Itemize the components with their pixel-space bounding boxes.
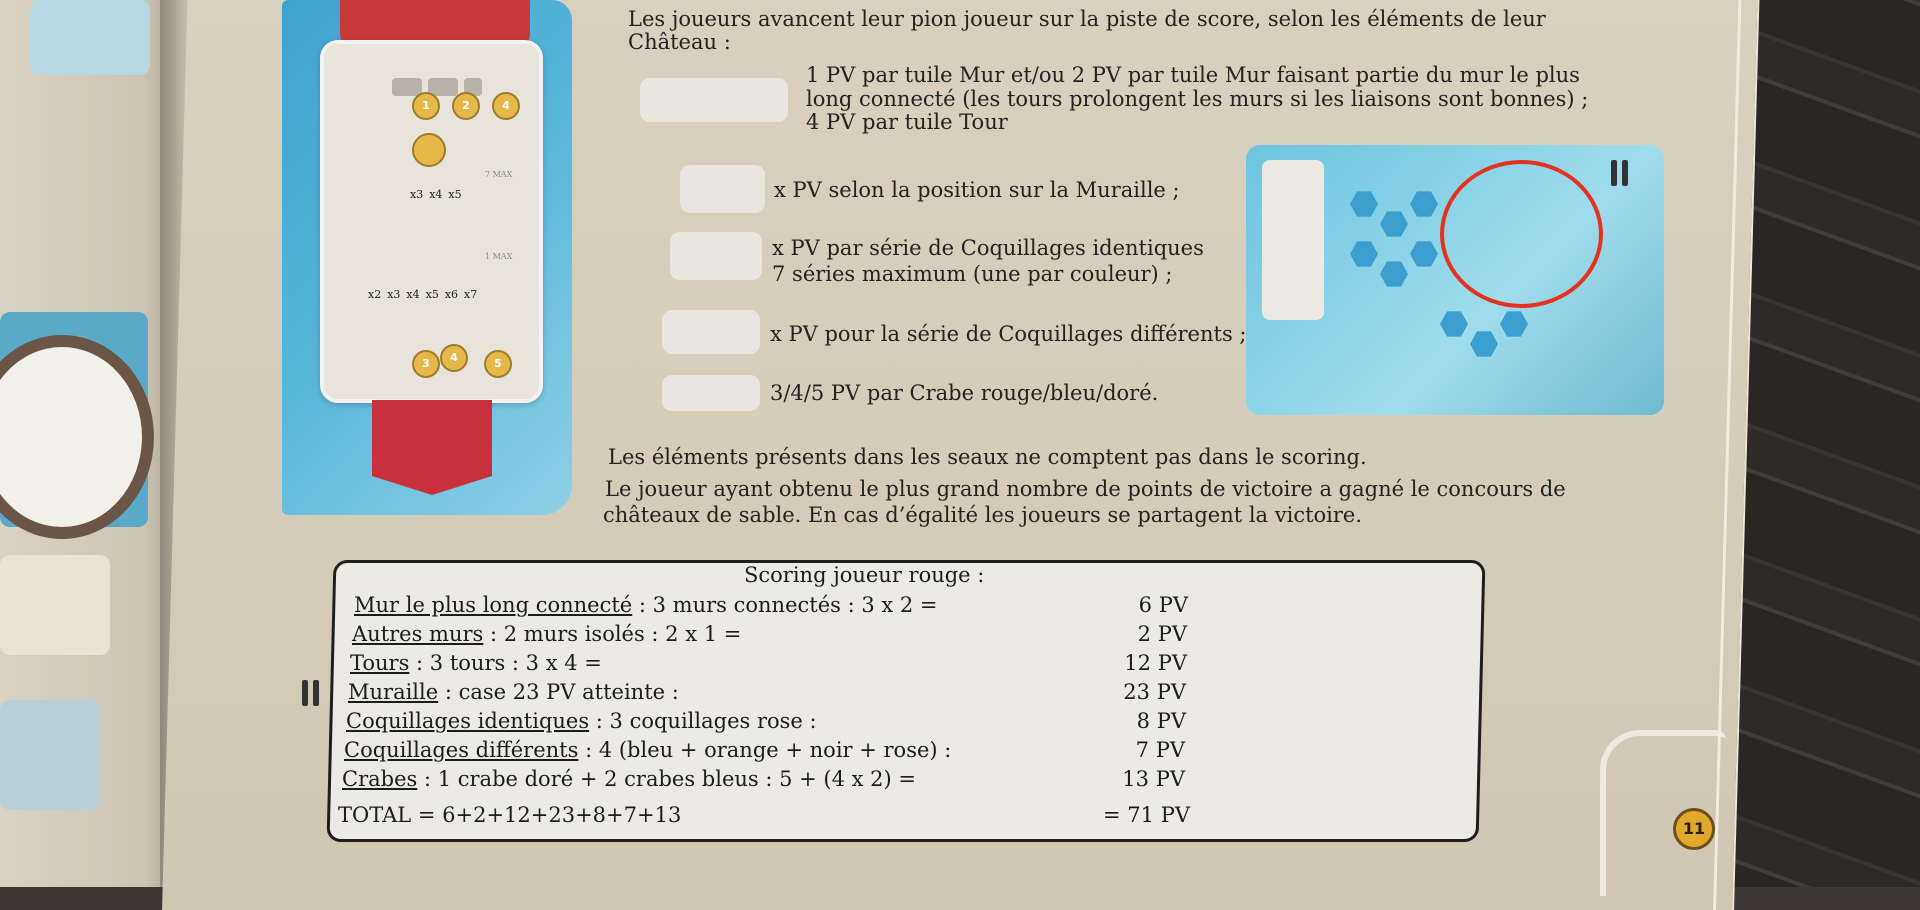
track-token: 2 xyxy=(452,92,480,120)
intro-line-2: Château : xyxy=(628,30,731,54)
rule-identical-shells-line-1: x PV par série de Coquillages identiques xyxy=(772,236,1204,260)
scoring-row xyxy=(348,679,679,706)
crab-token: 3 xyxy=(412,350,440,378)
multiplier-label: x3 xyxy=(387,288,401,301)
note-line-1: Les éléments présents dans les seaux ne comptent pas dans le scoring. xyxy=(608,445,1367,469)
scoring-row-points: 13 PV xyxy=(1122,767,1185,791)
scoring-row-detail: : 3 murs connectés : 3 x 2 = xyxy=(632,593,938,617)
multiplier-label: x7 xyxy=(464,288,478,301)
crab-token: 4 xyxy=(440,344,468,372)
scoring-row-label: Mur le plus long connecté xyxy=(354,593,633,617)
scoring-row-points: 7 PV xyxy=(1135,738,1185,762)
scoring-row-detail: : 3 tours : 3 x 4 = xyxy=(409,651,602,675)
crabs-icon xyxy=(662,375,760,411)
scoring-row-label: Crabes xyxy=(342,767,418,791)
scoring-row-label: Tours xyxy=(350,651,410,675)
left-page-illustration-top xyxy=(30,0,150,75)
player-board-score-panel xyxy=(1262,160,1324,320)
pause-icon xyxy=(302,680,319,706)
scoring-row-points: 23 PV xyxy=(1123,680,1186,704)
wall-tower-icon xyxy=(640,78,788,122)
rule-muraille: x PV selon la position sur la Muraille ; xyxy=(774,178,1180,202)
scoring-row-label: Coquillages identiques xyxy=(346,709,590,733)
scoring-row xyxy=(354,592,938,619)
multiplier-label: x5 xyxy=(448,188,462,201)
multiplier-label: x4 xyxy=(406,288,420,301)
left-page-illustration-hexes xyxy=(0,700,100,810)
identical-shell-multipliers xyxy=(410,188,462,202)
scoring-row xyxy=(350,650,602,677)
pause-icon xyxy=(1611,160,1628,186)
note-line-3: châteaux de sable. En cas d’égalité les joueurs se partagent la victoire. xyxy=(603,503,1363,527)
max-label-different: 1 MAX xyxy=(485,252,513,261)
scoring-row-points: 2 PV xyxy=(1137,622,1187,646)
multiplier-label: x4 xyxy=(429,188,443,201)
scoring-row-detail: : case 23 PV atteinte : xyxy=(438,680,679,704)
intro-line-1: Les joueurs avancent leur pion joueur sur la piste de score, selon les éléments de leur xyxy=(628,7,1546,31)
scoring-row-detail: : 3 coquillages rose : xyxy=(589,709,817,733)
muraille-icon xyxy=(680,165,765,213)
rule-different-shells: x PV pour la série de Coquillages différents ; xyxy=(770,322,1247,346)
scoring-row-detail: : 1 crabe doré + 2 crabes bleus : 5 + (4 x 2) = xyxy=(417,767,916,791)
scoring-title: Scoring joueur rouge : xyxy=(744,563,985,587)
scoring-row-label: Muraille xyxy=(348,680,439,704)
scoring-total-label: TOTAL = 6+2+12+23+8+7+13 xyxy=(338,803,682,827)
rule-wall-line-2: long connecté (les tours prolongent les murs si les liaisons sont bonnes) ; xyxy=(806,87,1589,111)
scoring-row-detail: : 4 (bleu + orange + noir + rose) : xyxy=(578,738,952,762)
left-page-illustration-crabs xyxy=(0,555,110,655)
multiplier-label: x2 xyxy=(368,288,382,301)
scoring-row-points: 8 PV xyxy=(1136,709,1186,733)
multiplier-label: x6 xyxy=(444,288,459,301)
different-shells-icon xyxy=(662,310,760,354)
highlight-circle xyxy=(1440,160,1603,308)
scoring-row-points: 6 PV xyxy=(1138,593,1188,617)
different-shell-multipliers xyxy=(368,288,477,302)
multiplier-label: x5 xyxy=(425,288,439,301)
scoring-row xyxy=(342,766,916,793)
scoring-row-points: 12 PV xyxy=(1124,651,1187,675)
identical-shells-icon xyxy=(670,232,762,280)
left-page xyxy=(0,0,180,887)
scoring-row-detail: : 2 murs isolés : 2 x 1 = xyxy=(483,622,742,646)
scoring-total-points: = 71 PV xyxy=(1103,803,1190,827)
rule-crabs: 3/4/5 PV par Crabe rouge/bleu/doré. xyxy=(770,381,1159,405)
rule-wall-line-3: 4 PV par tuile Tour xyxy=(806,110,1008,134)
scoring-row xyxy=(352,621,741,648)
scoring-row-label: Coquillages différents xyxy=(344,738,579,762)
note-line-2: Le joueur ayant obtenu le plus grand nombre de points de victoire a gagné le concours de xyxy=(605,477,1566,501)
track-token: 1 xyxy=(412,92,440,120)
track-token: 4 xyxy=(492,92,520,120)
scoring-row-label: Autres murs xyxy=(352,622,484,646)
multiplier-label: x3 xyxy=(410,188,424,201)
crab-token: 5 xyxy=(484,350,512,378)
muraille-token xyxy=(412,133,446,167)
rule-identical-shells-line-2: 7 séries maximum (une par couleur) ; xyxy=(772,262,1173,286)
red-banner xyxy=(372,400,492,495)
page-number: 11 xyxy=(1673,808,1715,850)
scoring-row xyxy=(344,737,951,764)
max-label-identical: 7 MAX xyxy=(485,170,513,179)
rule-wall-line-1: 1 PV par tuile Mur et/ou 2 PV par tuile Mur faisant partie du mur le plus xyxy=(806,63,1580,87)
scoring-row xyxy=(346,708,817,735)
